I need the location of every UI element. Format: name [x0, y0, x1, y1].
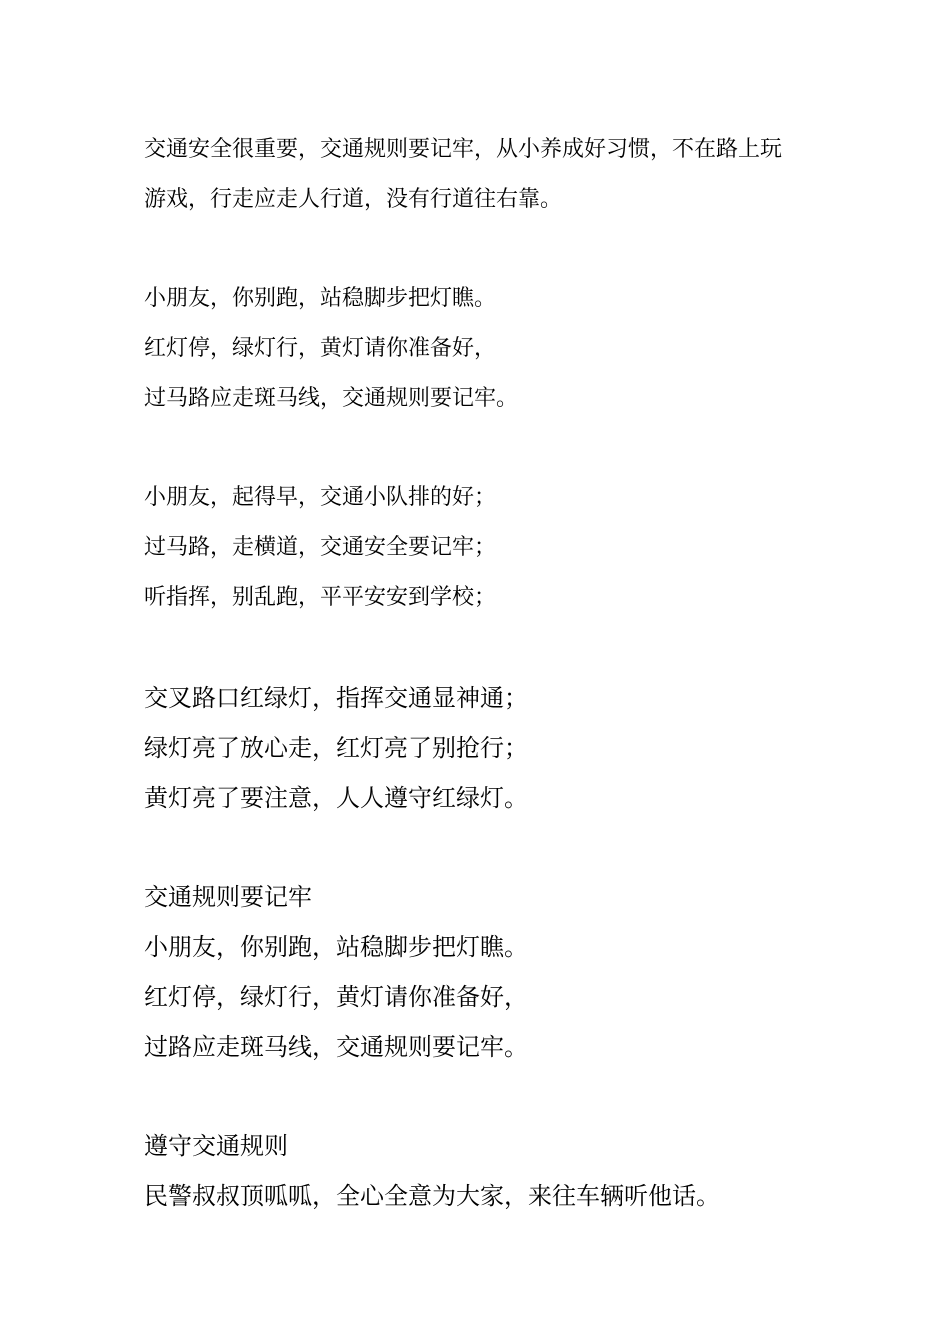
text-line: 红灯停，绿灯行，黄灯请你准备好， — [144, 336, 497, 361]
text-line: 过马路应走斑马线，交通规则要记牢。 — [144, 386, 519, 411]
text-line: 小朋友，你别跑，站稳脚步把灯瞧。 — [144, 933, 528, 961]
text-line: 民警叔叔顶呱呱，全心全意为大家，来往车辆听他话。 — [144, 1182, 720, 1210]
text-line: 绿灯亮了放心走，红灯亮了别抢行； — [144, 734, 528, 762]
text-line: 红灯停，绿灯行，黄灯请你准备好， — [144, 983, 528, 1011]
text-line: 游戏，行走应走人行道，没有行道往右靠。 — [144, 187, 563, 212]
text-line: 小朋友，起得早，交通小队排的好； — [144, 485, 497, 510]
text-line: 黄灯亮了要注意，人人遵守红绿灯。 — [144, 784, 528, 812]
section-heading: 遵守交通规则 — [144, 1132, 288, 1160]
text-line: 交通安全很重要，交通规则要记牢，从小养成好习惯，不在路上玩 — [144, 137, 783, 162]
text-line: 过路应走斑马线，交通规则要记牢。 — [144, 1033, 528, 1061]
text-line: 小朋友，你别跑，站稳脚步把灯瞧。 — [144, 286, 497, 311]
text-line: 交叉路口红绿灯，指挥交通显神通； — [144, 684, 528, 712]
text-line: 听指挥，别乱跑，平平安安到学校； — [144, 585, 497, 610]
text-line: 过马路，走横道，交通安全要记牢； — [144, 535, 497, 560]
section-heading: 交通规则要记牢 — [144, 883, 312, 911]
